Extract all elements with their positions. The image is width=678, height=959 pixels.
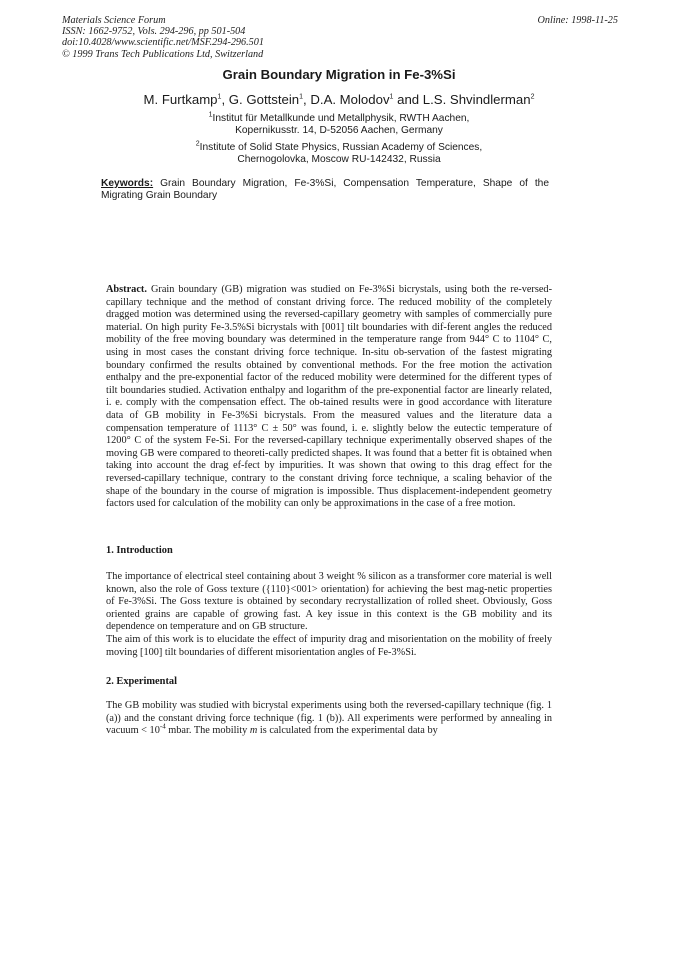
- affiliation-2: [0, 142, 678, 166]
- paragraph-text: mbar. The mobility: [165, 725, 250, 737]
- abstract: [106, 284, 552, 511]
- journal-header: [62, 15, 618, 60]
- keywords-label: Keywords:: [101, 178, 154, 189]
- paragraph-text: is calculated from the experimental data by: [257, 725, 438, 737]
- paragraph: The importance of electrical steel containing about 3 weight % silicon as a transformer core material is well known, also the role of Goss texture ({110}<001> orientation) for achieving the best mag-netic properties of Fe-3%Si. The Goss texture is obtained by secondary recrystallization of rolled sheet. Obviously, Goss oriented grains are capable of growing fast. A key issue in this context is the GB mobility and its dependence on temperature and on GB structure.: [106, 571, 552, 633]
- issn-line: ISSN: 1662-9752, Vols. 294-296, pp 501-504: [62, 26, 246, 38]
- copyright-line: © 1999 Trans Tech Publications Ltd, Switzerland: [62, 48, 264, 60]
- experimental-body: [106, 700, 552, 738]
- author-affil-sup: 1: [217, 93, 222, 101]
- paper-title: Grain Boundary Migration in Fe-3%Si: [222, 67, 456, 82]
- author-affil-sup: 1: [389, 93, 394, 101]
- author-name: G. Gottstein: [228, 92, 300, 107]
- journal-name: Materials Science Forum: [62, 15, 166, 26]
- section-heading-introduction: 1. Introduction: [106, 545, 173, 556]
- author-list: [0, 92, 678, 107]
- section-heading-experimental: 2. Experimental: [106, 676, 177, 687]
- keywords: [101, 178, 549, 202]
- author-name: L.S. Shvindlerman: [422, 92, 531, 107]
- affiliation-sup: 2: [195, 140, 200, 148]
- keywords-text: Grain Boundary Migration, Fe-3%Si, Compensation Temperature, Shape of the Migrating Grain Boundary: [101, 178, 549, 201]
- author-affil-sup: 2: [530, 93, 535, 101]
- paragraph: The aim of this work is to elucidate the effect of impurity drag and misorientation on the mobility of freely moving [100] tilt boundaries of different misorientation angles of Fe-3%Si.: [106, 633, 552, 658]
- author-separator: ,: [221, 92, 229, 107]
- author-name: M. Furtkamp: [143, 92, 218, 107]
- paragraph-text: The GB mobility was studied with bicrystal experiments using both the reversed-capillary technique (fig. 1 (a)) and the constant driving force technique (fig. 1 (b)). All experiments were performed by annealing in vacuum < 10: [106, 700, 552, 737]
- abstract-text: Grain boundary (GB) migration was studied on Fe-3%Si bicrystals, using both the re-versed-capillary technique and the method of constant driving force. The reduced mobility of the completely dragged motion was determined using the reversed-capillary geometry with samples of commercially pure material. On high purity Fe-3.5%Si bicrystals with [001] tilt boundaries with dif-ferent angles the reduced mobility of the free moving boundary was determined in the temperature range from 944° C to 1104° C, using in most cases the constant driving force technique. In-situ ob-servation of the fastest migrating boundary confirmed the results obtained by conventional methods. For the free motion the activation enthalpy and the pre-exponential factor of the reduced mobility were determined for the different types of tilt boundaries studied. Activation enthalpy and logarithm of the pre-exponential factor are linearly related, i. e. comply with the compensation effect. The ob-tained results were in good accordance with literature data of GB mobility in Fe-3%Si bicrystals. From the measured values and the literature data a compensation temperature of 1113° C ± 50° was found, i. e. slightly below the eutectic temperature of 1200° C of the system Fe-Si. For the reversed-capillary technique experimentally observed shapes of the moving GB were compared to theoreti-cally predicted shapes. It was found that a better fit is obtained when taking into account the drag ef-fect by impurities. It was shown that owing to this drag effect for the reversed-capillary technique, contrary to the constant driving force technique, a scaling behavior of the shape of the boundary in the course of migration is impossible. Thus displacement-independent geometry factors used for calculation of the mobility can only be approximations in the case of a free motion.: [106, 284, 553, 510]
- abstract-label: Abstract.: [106, 284, 147, 295]
- online-date: Online: 1998-11-25: [537, 15, 618, 26]
- introduction-body: [106, 571, 552, 659]
- doi-line: doi:10.4028/www.scientific.net/MSF.294-296.501: [62, 37, 264, 49]
- affiliation-1: [0, 113, 678, 137]
- affiliation-line: Institut für Metallkunde und Metallphysik, RWTH Aachen,: [212, 113, 470, 124]
- author-separator: ,: [303, 92, 311, 107]
- variable-m: m: [249, 725, 258, 737]
- affiliation-sup: 1: [208, 111, 213, 119]
- author-name: D.A. Molodov: [310, 92, 390, 107]
- exponent: -4: [159, 722, 166, 731]
- author-affil-sup: 1: [299, 93, 304, 101]
- author-separator: and: [393, 92, 423, 107]
- affiliation-line: Kopernikusstr. 14, D-52056 Aachen, Germany: [235, 125, 443, 137]
- affiliation-line: Chernogolovka, Moscow RU-142432, Russia: [237, 154, 441, 166]
- paragraph: [106, 700, 552, 738]
- affiliation-line: Institute of Solid State Physics, Russian Academy of Sciences,: [199, 142, 483, 153]
